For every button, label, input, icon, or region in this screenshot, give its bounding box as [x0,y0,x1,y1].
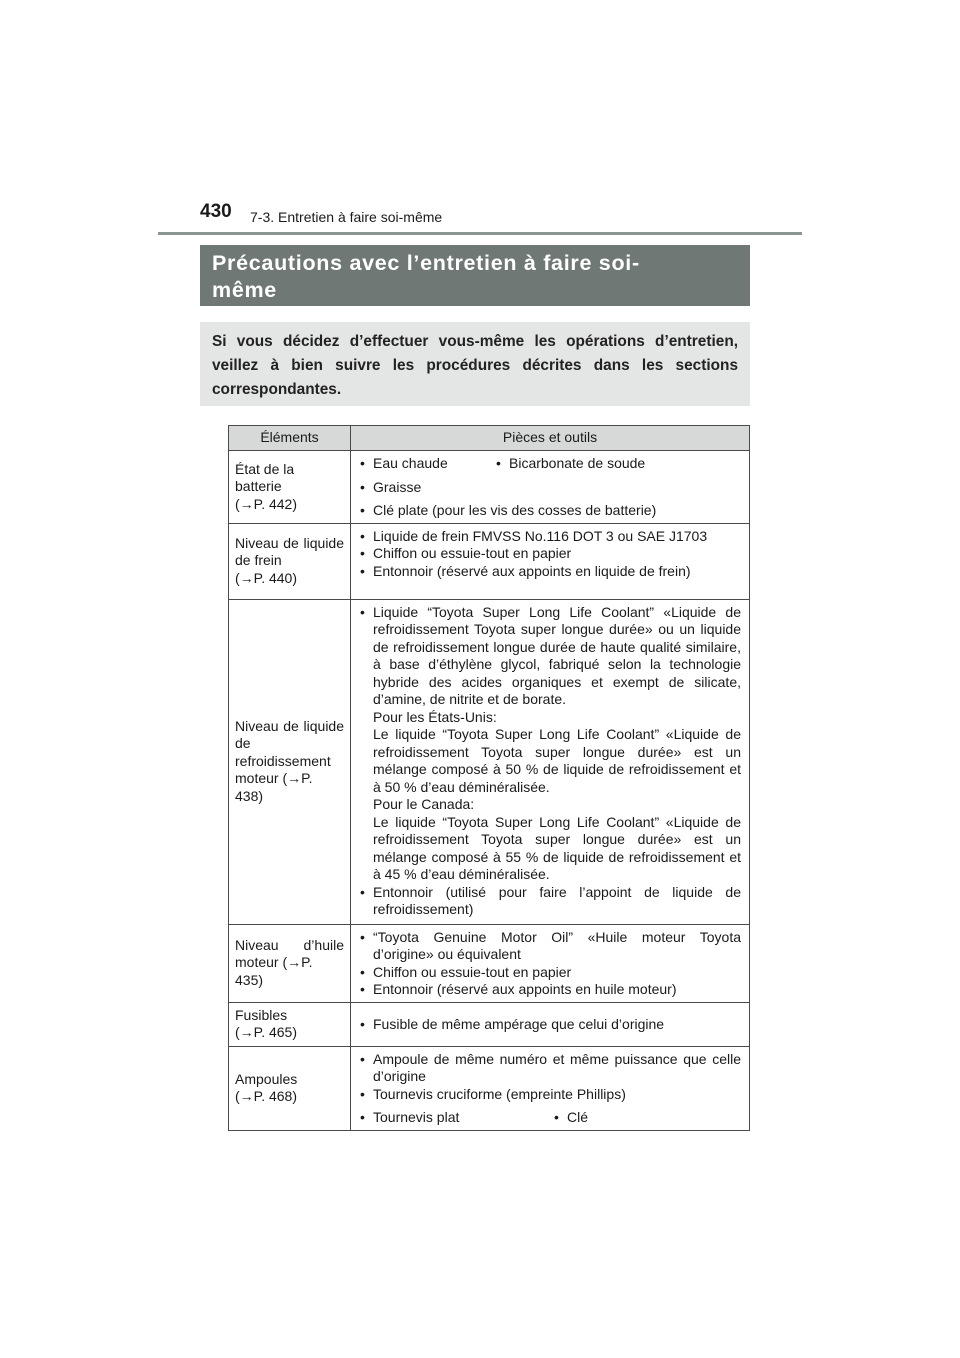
element-line: Ampoules [235,1070,298,1087]
list-item: • Entonnoir (réservé aux appoints en liquide de frein) [359,563,741,581]
element-page-ref: moteur (→P. 435) [235,954,313,988]
parts-tools-table [228,425,750,1131]
element-cell [229,523,351,599]
coolant-spec: • Liquide “Toyota Super Long Life Coolant” «Liquide de refroidissement Toyota super longue durée» ou un liquide de refroidissement longue durée de haute qualité similaire, à base d’éthylène glycol, fabriqué selon la technologie hybride des acides organiques et exempt de silicate, d’amine, de nitrite et de borate. [373,603,741,707]
list-item: • Liquide de frein FMVSS No.116 DOT 3 ou SAE J1703 [359,528,741,546]
table-row [229,451,750,524]
tool-item: • Eau chaude [359,455,495,473]
tools-cell [351,451,750,524]
element-line: refroidissement [235,752,331,769]
element-line: État de la batterie [235,460,295,494]
tools-cell [351,924,750,1002]
tools-cell [351,523,750,599]
usa-label: Pour les États-Unis: [373,708,497,725]
element-cell [229,451,351,524]
list-item: • Entonnoir (utilisé pour faire l’appoint de liquide de refroidissement) [359,884,741,919]
element-line: Niveau d’huile [235,936,344,953]
element-cell [229,924,351,1002]
element-page-ref: (→P. 465) [235,1024,297,1040]
table-header-row [229,426,750,451]
tools-cell [351,1002,750,1046]
canada-label: Pour le Canada: [373,796,475,812]
element-line: Niveau de liquide [235,717,344,734]
element-line: Fusibles [235,1006,288,1023]
page-title-line-1: Précautions avec l’entretien à faire soi- [212,251,640,275]
list-item: • Chiffon ou essuie-tout en papier [359,964,741,982]
list-item [359,604,741,884]
element-line: Niveau de liquide [235,534,344,551]
table-row [229,924,750,1002]
table-row [229,523,750,599]
element-cell [229,599,351,924]
page-header [200,201,802,229]
intro-note: Si vous décidez d’effectuer vous-même les opérations d’entretien, veillez à bien suivre les procédures décrites dans les sections correspondantes. [200,322,750,406]
element-line: de [235,735,251,752]
page-number: 430 [200,201,232,222]
list-item [359,455,741,473]
list-item: • Entonnoir (réservé aux appoints en huile moteur) [359,981,741,999]
tool-item: • Clé [553,1109,588,1127]
tools-cell [351,599,750,924]
list-item: • Chiffon ou essuie-tout en papier [359,545,741,563]
list-item: • Clé plate (pour les vis des cosses de batterie) [359,502,741,520]
section-title: 7-3. Entretien à faire soi-même [250,209,443,225]
element-cell [229,1002,351,1046]
table-row [229,1002,750,1046]
tool-item: • Tournevis plat [359,1109,553,1127]
page-title-line-2: même [212,278,277,302]
list-item: • “Toyota Genuine Motor Oil” «Huile moteur Toyota d’origine» ou équivalent [359,929,741,964]
element-cell [229,1046,351,1130]
table-row [229,1046,750,1130]
element-page-ref: (→P. 442) [235,495,297,512]
list-item: • Graisse [359,479,741,497]
list-item: • Fusible de même ampérage que celui d’origine [359,1016,741,1034]
page-title [200,245,750,306]
table-row [229,599,750,924]
list-item: • Tournevis cruciforme (empreinte Phillips) [359,1086,741,1104]
tools-cell [351,1046,750,1130]
canada-spec: Le liquide “Toyota Super Long Life Coolant” «Liquide de refroidissement Toyota super longue durée» est un mélange composé à 55 % de liquide de refroidissement et à 45 % d’eau déminéralisée. [373,813,741,882]
element-page-ref: moteur (→P. 438) [235,770,313,804]
list-item [359,1109,741,1127]
list-item: • Ampoule de même numéro et même puissance que celle d’origine [359,1051,741,1086]
usa-spec: Le liquide “Toyota Super Long Life Coolant” «Liquide de refroidissement Toyota super longue durée» est un mélange composé à 50 % de liquide de refroidissement et à 50 % d’eau déminéralisée. [373,726,741,795]
element-page-ref: (→P. 468) [235,1088,297,1104]
tool-item: • Bicarbonate de soude [495,455,645,473]
column-header-elements: Éléments [229,426,351,451]
element-page-ref: (→P. 440) [235,569,297,586]
element-line: de frein [235,552,282,569]
column-header-tools: Pièces et outils [351,426,750,451]
header-divider [158,232,802,235]
